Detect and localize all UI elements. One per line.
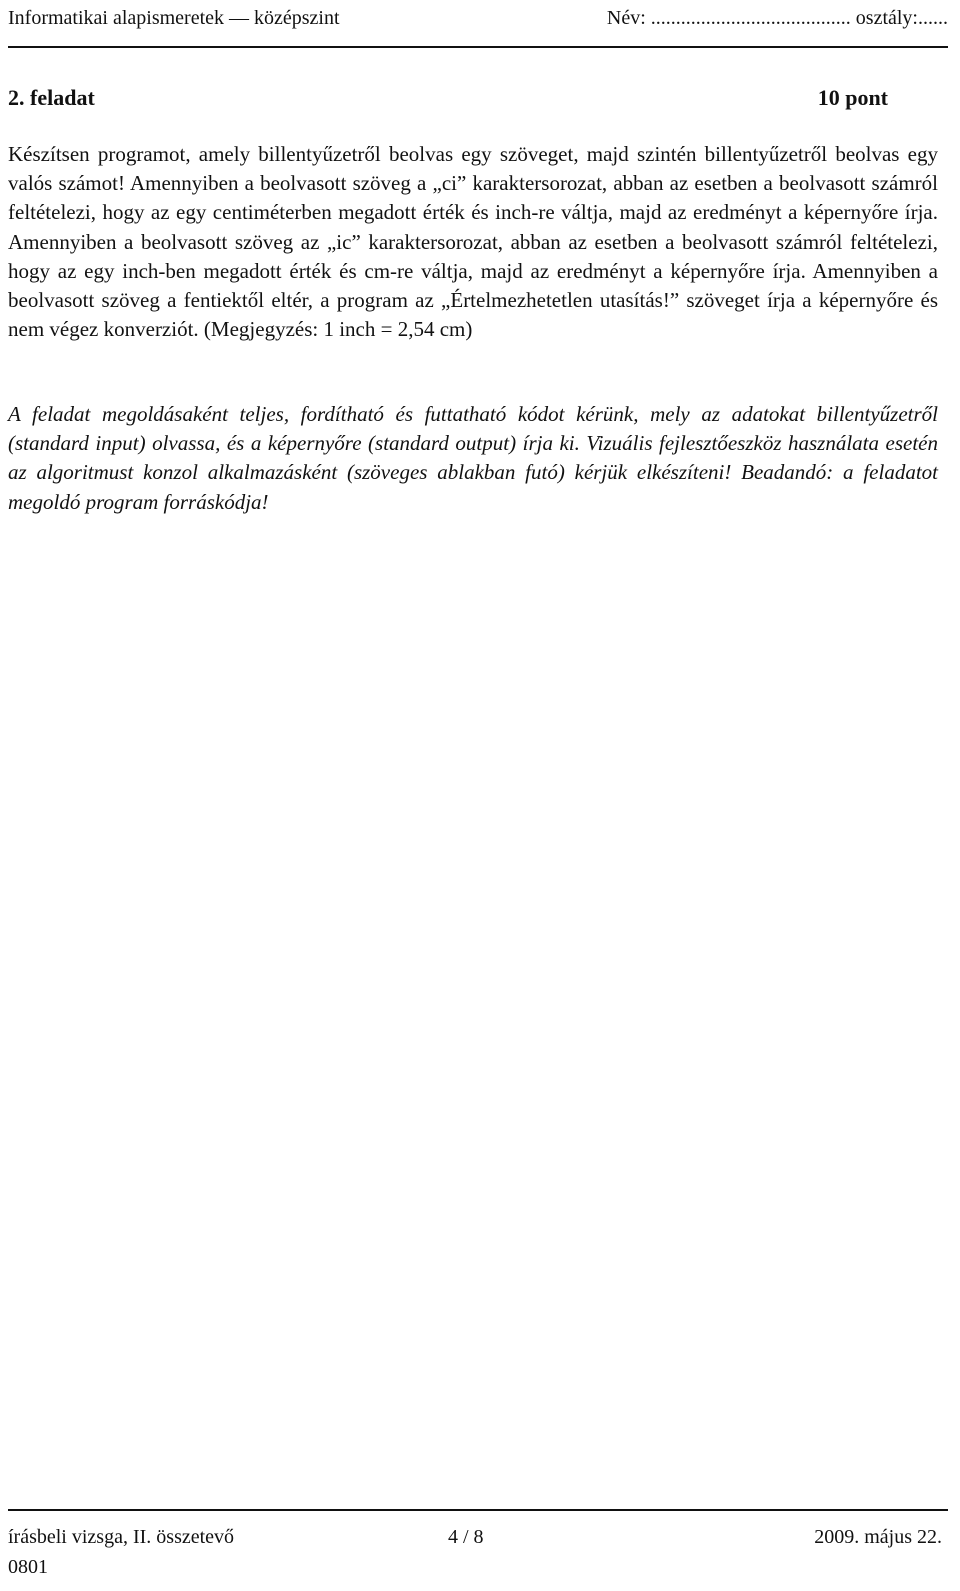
page-footer bbox=[8, 1524, 948, 1588]
footer-divider bbox=[8, 1509, 948, 1511]
footer-page-number: 4 / 8 bbox=[448, 1526, 484, 1548]
task-description: Készítsen programot, amely billentyűzetről beolvas egy szöveget, majd szintén billentyűzetről beolvas egy valós számot! Amennyiben a beolvasott szöveg a „ci” karaktersorozat, abban az esetben a beolvasott számról feltételezi, hogy az egy centiméterben megadott érték és inch-re váltja, majd az eredményt a képernyőre írja. Amennyiben a beolvasott szöveg az „ic” karaktersorozat, abban az esetben a beolvasott számról feltételezi, hogy az egy inch-ben megadott érték és cm-re váltja, majd az eredményt a képernyőre írja. Amennyiben a beolvasott szöveg a fentiektől eltér, a program az „Értelmezhetetlen utasítás!” szöveget írja a képernyőre és nem végez konverziót. (Megjegyzés: 1 inch = 2,54 cm) bbox=[8, 142, 938, 342]
task-instructions: A feladat megoldásaként teljes, fordítható és futtatható kódot kérünk, mely az adatokat billentyűzetről (standard input) olvassa, és a képernyőre (standard output) írja ki. Vizuális fejlesztőeszköz használata esetén az algoritmust konzol alkalmazásként (szöveges ablakban futó) kérjük elkészíteni! Beadandó: a feladatot megoldó program forráskódja! bbox=[8, 402, 938, 514]
footer-exam-part: írásbeli vizsga, II. összetevő bbox=[8, 1526, 235, 1548]
footer-code: 0801 bbox=[8, 1556, 48, 1578]
header-name-class-field: Név: ........................................ osztály:...... bbox=[606, 7, 948, 29]
task-title: 2. feladat bbox=[8, 85, 95, 110]
task-heading bbox=[8, 84, 888, 114]
header-subject: Informatikai alapismeretek — középszint bbox=[8, 7, 340, 29]
header-divider bbox=[8, 46, 948, 48]
footer-date: 2009. május 22. bbox=[814, 1526, 942, 1548]
task-points: 10 pont bbox=[817, 85, 888, 110]
page-header bbox=[8, 6, 948, 36]
